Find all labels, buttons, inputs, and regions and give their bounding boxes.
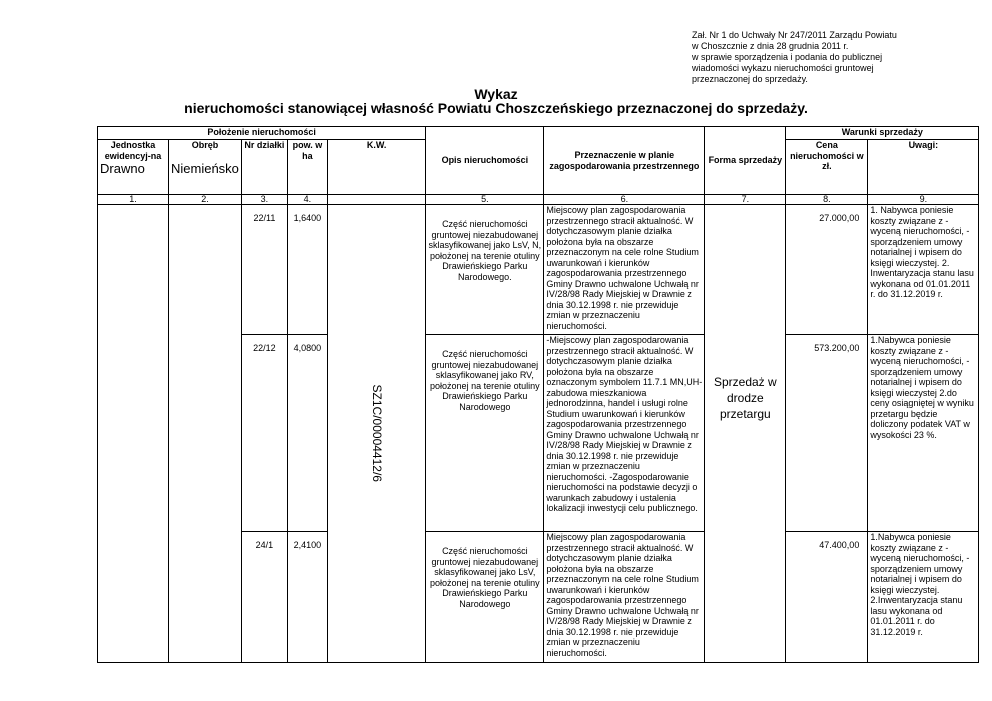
plot-number: 24/1 bbox=[241, 532, 287, 663]
remarks: 1.Nabywca poniesie koszty związane z -wyceną nieruchomości, -sporządzeniem umowy notarialnej i wpisem do księgi wieczystej. 2.Inwentaryzacja stanu lasu wykonana od 01.01.2011 r. do 31.12.2019 r. bbox=[868, 532, 979, 663]
land-register-cell bbox=[327, 205, 425, 663]
col-number: 9. bbox=[868, 195, 979, 205]
header-sale-conditions: Warunki sprzedaży bbox=[786, 127, 979, 140]
precinct-name: Niemieńsko bbox=[171, 160, 239, 176]
note-line: Zał. Nr 1 do Uchwały Nr 247/2011 Zarządu Powiatu bbox=[692, 30, 897, 40]
purpose-text: Miejscowy plan zagospodarowania przestrzennego stracił aktualność. W dotychczasowym planie działka położona była na obszarze przeznaczonym na cele rolne Studium uwarunkowań i kierunków zagospodarowania przestrzennego Gminy Drawno uchwalone Uchwałą nr IV/28/98 Rady Miejskiej w Drawnie z dnia 30.12.1998 r. nie przewiduje zmian w przeznaczeniu nieruchomości. bbox=[544, 532, 705, 663]
col-number bbox=[327, 195, 425, 205]
header-land-register: K.W. bbox=[327, 140, 425, 195]
document-title: Wykaz bbox=[474, 86, 518, 102]
col-number: 8. bbox=[786, 195, 868, 205]
header-price: Cena nieruchomości w zł. bbox=[786, 140, 868, 195]
header-area: pow. w ha bbox=[287, 140, 327, 195]
precinct-cell bbox=[169, 160, 242, 663]
price: 573.200,00 bbox=[786, 335, 868, 532]
plot-area: 1,6400 bbox=[287, 205, 327, 335]
property-table bbox=[97, 126, 979, 663]
remarks: 1. Nabywca poniesie koszty związane z -wyceną nieruchomości, -sporządzeniem umowy notarialnej i wpisem do księgi wieczystej. 2. Inwentaryzacja stanu lasu wykonana od 01.01.2011 r. do 31.12.2019 r. bbox=[868, 205, 979, 335]
table-row bbox=[98, 205, 979, 335]
col-number: 4. bbox=[287, 195, 327, 205]
property-description: Część nieruchomości gruntowej niezabudowanej sklasyfikowanej jako LsV, położonej na terenie otuliny Drawieńskiego Parku Narodowego bbox=[426, 532, 544, 663]
property-description: Część nieruchomości gruntowej niezabudowanej sklasyfikowanej jako LsV, N, położonej na terenie otuliny Drawieńskiego Parku Narodowego. bbox=[426, 205, 544, 335]
header-remarks: Uwagi: bbox=[868, 140, 979, 195]
note-line: wiadomości wykazu nieruchomości gruntowej bbox=[692, 63, 874, 73]
col-number: 1. bbox=[98, 195, 169, 205]
plot-number: 22/12 bbox=[241, 335, 287, 532]
col-number: 7. bbox=[705, 195, 786, 205]
plot-number: 22/11 bbox=[241, 205, 287, 335]
plot-area: 4,0800 bbox=[287, 335, 327, 532]
sale-form bbox=[705, 205, 786, 663]
header-sale-form: Forma sprzedaży bbox=[705, 127, 786, 195]
unit-name: Drawno bbox=[100, 160, 145, 176]
resolution-note bbox=[692, 30, 897, 85]
header-location: Położenie nieruchomości bbox=[98, 127, 426, 140]
note-line: przeznaczonej do sprzedaży. bbox=[692, 74, 808, 84]
header-precinct: Obręb bbox=[169, 140, 242, 195]
col-number: 6. bbox=[544, 195, 705, 205]
header-plot-number: Nr działki bbox=[241, 140, 287, 195]
col-number: 5. bbox=[426, 195, 544, 205]
note-line: w Choszcznie z dnia 28 grudnia 2011 r. bbox=[692, 41, 849, 51]
col-number: 2. bbox=[169, 195, 242, 205]
header-unit: Jednostka ewidencyj-na bbox=[98, 140, 169, 195]
price: 27.000,00 bbox=[786, 205, 868, 335]
land-register-number: SZ1C/00004412/6 bbox=[369, 384, 384, 482]
unit-cell bbox=[98, 160, 169, 663]
col-number: 3. bbox=[241, 195, 287, 205]
property-description: Część nieruchomości gruntowej niezabudowanej sklasyfikowanej jako RV, położonej na terenie otuliny Drawieńskiego Parku Narodowego bbox=[426, 335, 544, 532]
plot-area: 2,4100 bbox=[287, 532, 327, 663]
header-description: Opis nieruchomości bbox=[426, 127, 544, 195]
header-purpose: Przeznaczenie w planie zagospodarowania przestrzennego bbox=[544, 127, 705, 195]
sale-form-text: Sprzedaż w drodze przetargu bbox=[713, 374, 777, 421]
purpose-text: -Miejscowy plan zagospodarowania przestrzennego stracił aktualność. W dotychczasowym planie działka położona była na obszarze oznaczonym symbolem 11.7.1 MN,UH- zabudowa mieszkaniowa jednorodzinna, handel i usługi rolne Studium uwarunkowań i kierunków zagospodarowania przestrzennego Gminy Drawno uchwalone Uchwałą nr IV/28/98 Rady Miejskiej w Drawnie z dnia 30.12.1998 r. nie przewiduje zmian w przeznaczeniu nieruchomości. -Zagospodarowanie nieruchomości na podstawie decyzji o warunkach zabudowy i ustalenia lokalizacji inwestycji celu publicznego. bbox=[544, 335, 705, 532]
document-subtitle: nieruchomości stanowiącej własność Powiatu Choszczeńskiego przeznaczonej do sprzedaży. bbox=[184, 100, 808, 116]
price: 47.400,00 bbox=[786, 532, 868, 663]
column-numbers-row bbox=[98, 195, 979, 205]
purpose-text: Miejscowy plan zagospodarowania przestrzennego stracił aktualność. W dotychczasowym planie działka położona była na obszarze przeznaczonym na cele rolne Studium uwarunkowań i kierunków zagospodarowania przestrzennego Gminy Drawno uchwalone Uchwałą nr IV/28/98 Rady Miejskiej w Drawnie z dnia 30.12.1998 r. nie przewiduje zmian w przeznaczeniu nieruchomości. bbox=[544, 205, 705, 335]
remarks: 1.Nabywca poniesie koszty związane z -wyceną nieruchomości, -sporządzeniem umowy notarialnej i wpisem do księgi wieczystej 2.do ceny osiągniętej w wyniku przetargu będzie doliczony podatek VAT w wysokości 23 %. bbox=[868, 335, 979, 532]
note-line: w sprawie sporządzenia i podania do publicznej bbox=[692, 52, 883, 62]
